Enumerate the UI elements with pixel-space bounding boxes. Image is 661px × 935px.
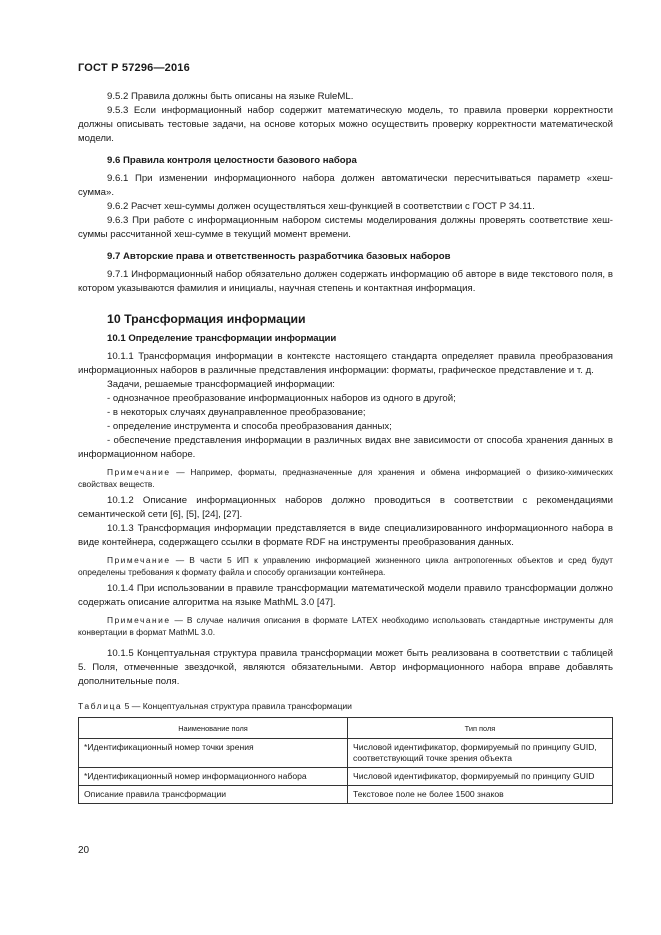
paragraph-10-1-5: 10.1.5 Концептуальная структура правила трансформации может быть реализована в соответствии с таблицей 5. Поля, отмеченные звездочкой, являются обязательными. Автор информационного набора вправе добавлять дополнительные поля.	[78, 648, 613, 687]
paragraph-9-6-3: 9.6.3 При работе с информационным набором системы моделирования должны проверять соответствие хеш-суммы рассчитанной хеш-сумме в текущий момент времени.	[78, 215, 613, 240]
note-text: — В части 5 ИП к управлению информацией жизненного цикла антропогенных объектов и сред будут определены требования к формату файла и способу организации контейнера.	[78, 555, 613, 577]
table-caption-label: Таблица	[78, 701, 123, 711]
paragraph-9-5-2: 9.5.2 Правила должны быть описаны на языке RuleML.	[107, 91, 354, 102]
table-cell: Текстовое поле не более 1500 знаков	[348, 786, 613, 804]
paragraph-9-7-1: 9.7.1 Информационный набор обязательно должен содержать информацию об авторе в виде текстового поля, в котором указываются фамилия и инициалы, научная степень и контактная информация.	[78, 269, 613, 294]
paragraph-9-6-1: 9.6.1 При изменении информационного набора должен автоматически пересчитываться параметр «хеш-сумма».	[78, 173, 613, 198]
note-label: Примечание	[107, 615, 171, 625]
paragraph-10-1-4: 10.1.4 При использовании в правиле трансформации математической модели правило трансформации должно содержать описание алгоритма на языке MathML 3.0 [47].	[78, 583, 613, 608]
transformation-structure-table	[78, 717, 613, 804]
table-row	[79, 786, 613, 804]
section-heading-10-1: 10.1 Определение трансформации информации	[107, 333, 337, 344]
note-label: Примечание	[107, 467, 171, 477]
page-number: 20	[78, 845, 90, 856]
paragraph-9-6-2: 9.6.2 Расчет хеш-суммы должен осуществляться хеш-функцией в соответствии с ГОСТ Р 34.11.	[107, 201, 535, 212]
list-item: - обеспечение представления информации в различных видах вне зависимости от способа хранения данных в информационном наборе.	[78, 435, 613, 460]
table-caption	[78, 699, 613, 713]
column-header-field-name: Наименование поля	[79, 718, 348, 739]
section-heading-9-7: 9.7 Авторские права и ответственность разработчика базовых наборов	[107, 251, 451, 262]
note-label: Примечание	[107, 555, 171, 565]
note-text: — В случае наличия описания в формате LATEX необходимо использовать стандартные инструменты для конвертации в формат MathML 3.0.	[78, 615, 613, 637]
tasks-intro: Задачи, решаемые трансформацией информации:	[107, 379, 335, 390]
document-body	[78, 90, 613, 804]
table-cell: Описание правила трансформации	[79, 786, 348, 804]
section-heading-9-6: 9.6 Правила контроля целостности базового набора	[107, 155, 357, 166]
table-cell: *Идентификационный номер информационного набора	[79, 768, 348, 786]
table-header-row	[79, 718, 613, 739]
list-item: - определение инструмента и способа преобразования данных;	[107, 421, 392, 432]
list-item: - в некоторых случаях двунаправленное преобразование;	[107, 407, 366, 418]
table-caption-text: 5 — Концептуальная структура правила трансформации	[122, 701, 352, 711]
note-text: — Например, форматы, предназначенные для хранения и обмена информацией о физико-химических свойствах веществ.	[78, 467, 613, 489]
paragraph-9-5-3: 9.5.3 Если информационный набор содержит математическую модель, то правила проверки корректности должны описывать тестовые задачи, на основе которых можно осуществить проверку корректности математической модели.	[78, 105, 613, 144]
note-3	[78, 614, 613, 638]
note-1	[78, 466, 613, 490]
table-cell: *Идентификационный номер точки зрения	[79, 739, 348, 768]
paragraph-10-1-3: 10.1.3 Трансформация информации представляется в виде специализированного информационного набора в виде контейнера, содержащего ссылки в формате RDF на инструменты преобразования данных.	[78, 523, 613, 548]
chapter-heading-10: 10 Трансформация информации	[107, 312, 306, 326]
paragraph-10-1-2: 10.1.2 Описание информационных наборов должно проводиться в соответствии с рекомендациями семантической сети [6], [5], [24], [27].	[78, 495, 613, 520]
column-header-field-type: Тип поля	[348, 718, 613, 739]
paragraph-10-1-1: 10.1.1 Трансформация информации в контексте настоящего стандарта определяет правила преобразования информационных наборов в различные представления информации: форматы, графическое представление и т. д.	[78, 351, 613, 376]
list-item: - однозначное преобразование информационных наборов из одного в другой;	[107, 393, 456, 404]
note-2	[78, 554, 613, 578]
document-header: ГОСТ Р 57296—2016	[78, 62, 190, 74]
table-row	[79, 739, 613, 768]
table-cell: Числовой идентификатор, формируемый по принципу GUID	[348, 768, 613, 786]
table-cell: Числовой идентификатор, формируемый по принципу GUID, соответствующий точке зрения объекта	[348, 739, 613, 768]
table-row	[79, 768, 613, 786]
